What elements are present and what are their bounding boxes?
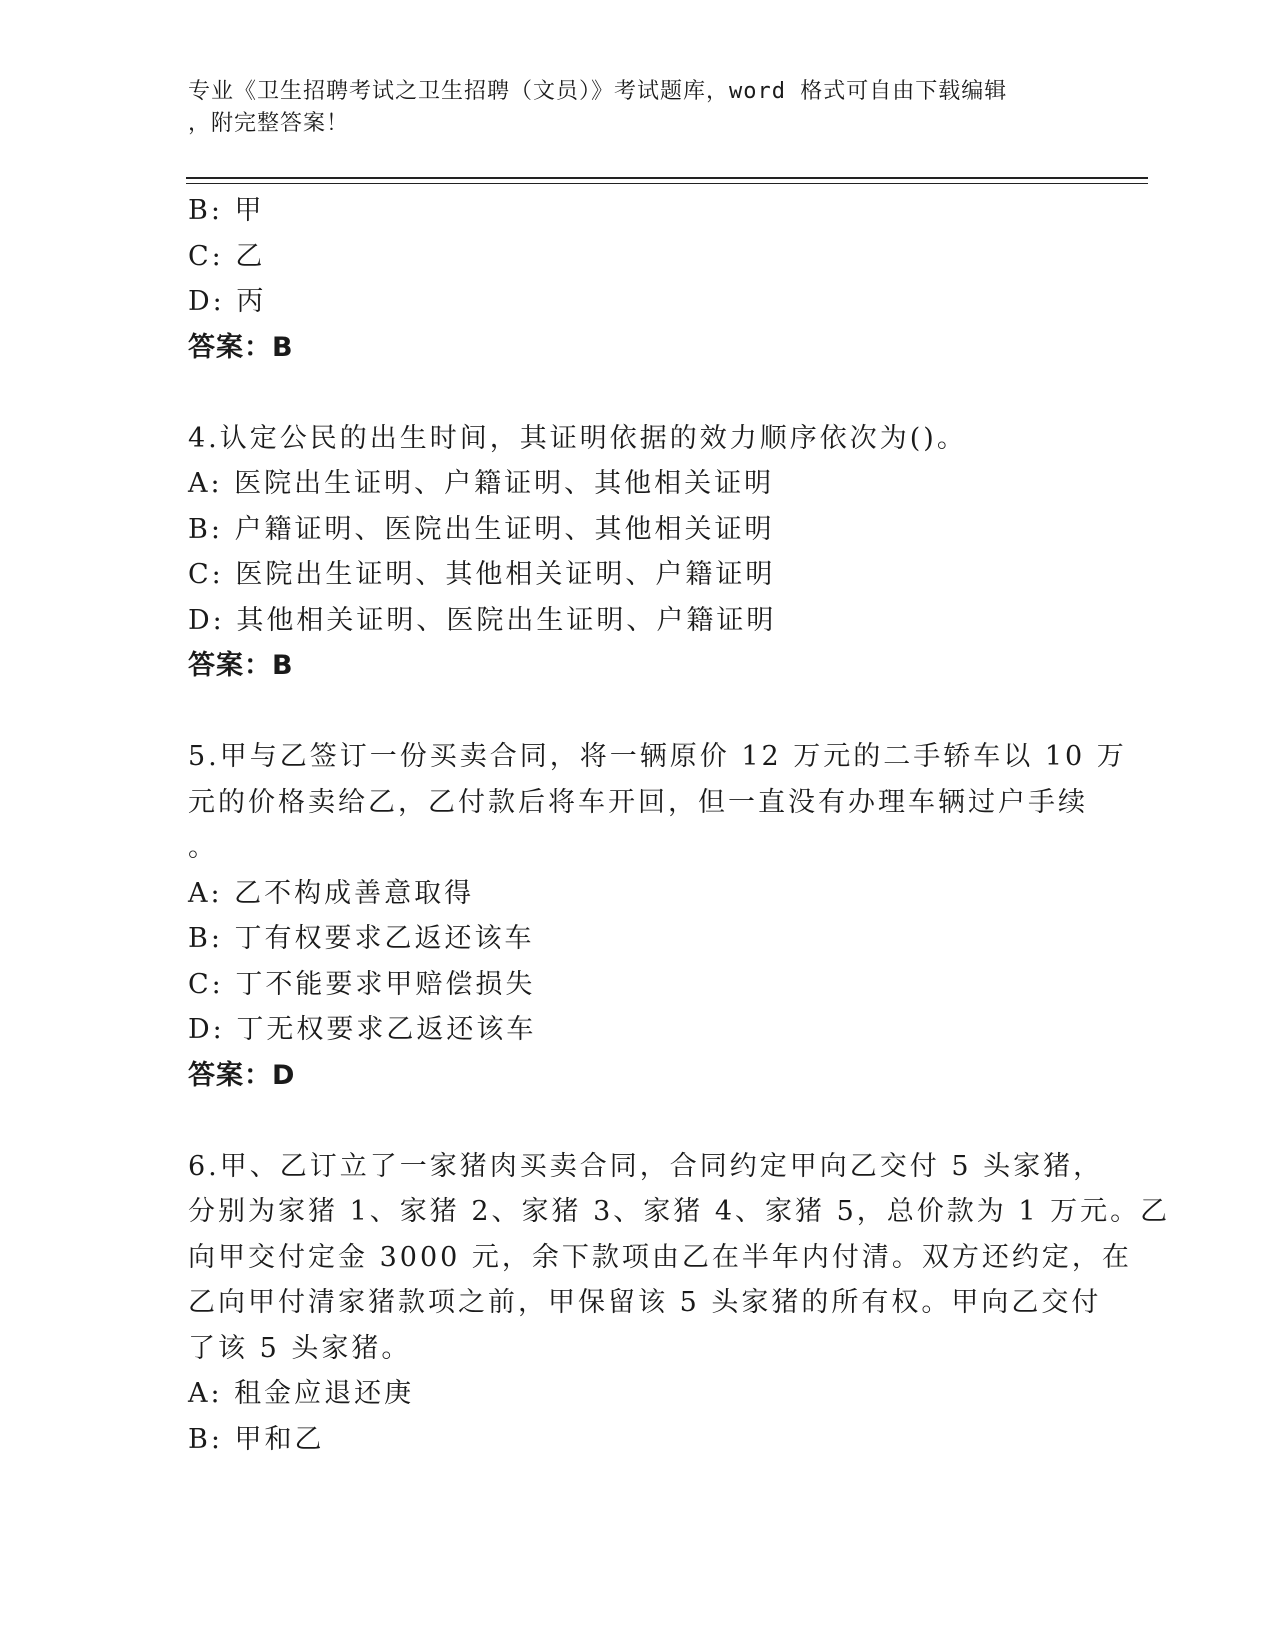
- option-d: D: 丙: [188, 286, 267, 317]
- header-divider-thin: [186, 183, 1148, 184]
- header-divider-thick: [186, 177, 1148, 179]
- header-line-1: 专业《卫生招聘考试之卫生招聘（文员）》考试题库，word 格式可自由下载编辑: [188, 79, 1008, 104]
- question-line: 乙向甲付清家猪款项之前，甲保留该 5 头家猪的所有权。甲向乙交付: [188, 1287, 1102, 1318]
- question-5: [188, 734, 1127, 1098]
- option-a: A: 乙不构成善意取得: [188, 877, 475, 909]
- question-line: 。: [188, 832, 218, 863]
- option-c: C: 乙: [188, 240, 266, 272]
- answer-label: 答案：B: [188, 650, 294, 681]
- spacer: [188, 370, 1078, 416]
- header-line-2: ，附完整答案！: [188, 111, 350, 136]
- option-a: A: 医院出生证明、户籍证明、其他相关证明: [188, 468, 775, 499]
- question-line: 6.甲、乙订立了一家猪肉买卖合同，合同约定甲向乙交付 5 头家猪，: [188, 1150, 1104, 1182]
- question-text: [188, 1144, 1171, 1372]
- option-b: B: 丁有权要求乙返还该车: [188, 923, 535, 954]
- question-text: [188, 416, 1078, 462]
- option-c: C: 医院出生证明、其他相关证明、户籍证明: [188, 559, 776, 590]
- option-c: C: 丁不能要求甲赔偿损失: [188, 968, 536, 1000]
- question-4: [188, 416, 1078, 689]
- page-header: [188, 76, 1068, 140]
- question-line: 5.甲与乙签订一份买卖合同，将一辆原价 12 万元的二手轿车以 10 万: [188, 741, 1127, 772]
- document-body: [188, 188, 1171, 1462]
- spacer: [188, 1098, 1078, 1144]
- question-line: 4.认定公民的出生时间，其证明依据的效力顺序依次为()。: [188, 422, 967, 454]
- question-6: [188, 1144, 1171, 1463]
- question-text: [188, 734, 1127, 871]
- question-line: 了该 5 头家猪。: [188, 1332, 412, 1364]
- question-line: 向甲交付定金 3000 元，余下款项由乙在半年内付清。双方还约定，在: [188, 1241, 1132, 1273]
- option-b: B: 户籍证明、医院出生证明、其他相关证明: [188, 513, 775, 545]
- option-a: A: 租金应退还庚: [188, 1378, 415, 1409]
- question-line: 分别为家猪 1、家猪 2、家猪 3、家猪 4、家猪 5，总价款为 1 万元。乙: [188, 1196, 1171, 1227]
- option-d: D: 丁无权要求乙返还该车: [188, 1014, 537, 1045]
- question-line: 元的价格卖给乙，乙付款后将车开回，但一直没有办理车辆过户手续: [188, 786, 1088, 818]
- option-b: B: 甲和乙: [188, 1423, 325, 1455]
- option-b: B: 甲: [188, 195, 265, 226]
- option-d: D: 其他相关证明、医院出生证明、户籍证明: [188, 604, 777, 636]
- question-3-continued: [188, 188, 1078, 370]
- answer-label: 答案：D: [188, 1059, 296, 1091]
- answer-label: 答案：B: [188, 331, 294, 363]
- spacer: [188, 689, 1078, 735]
